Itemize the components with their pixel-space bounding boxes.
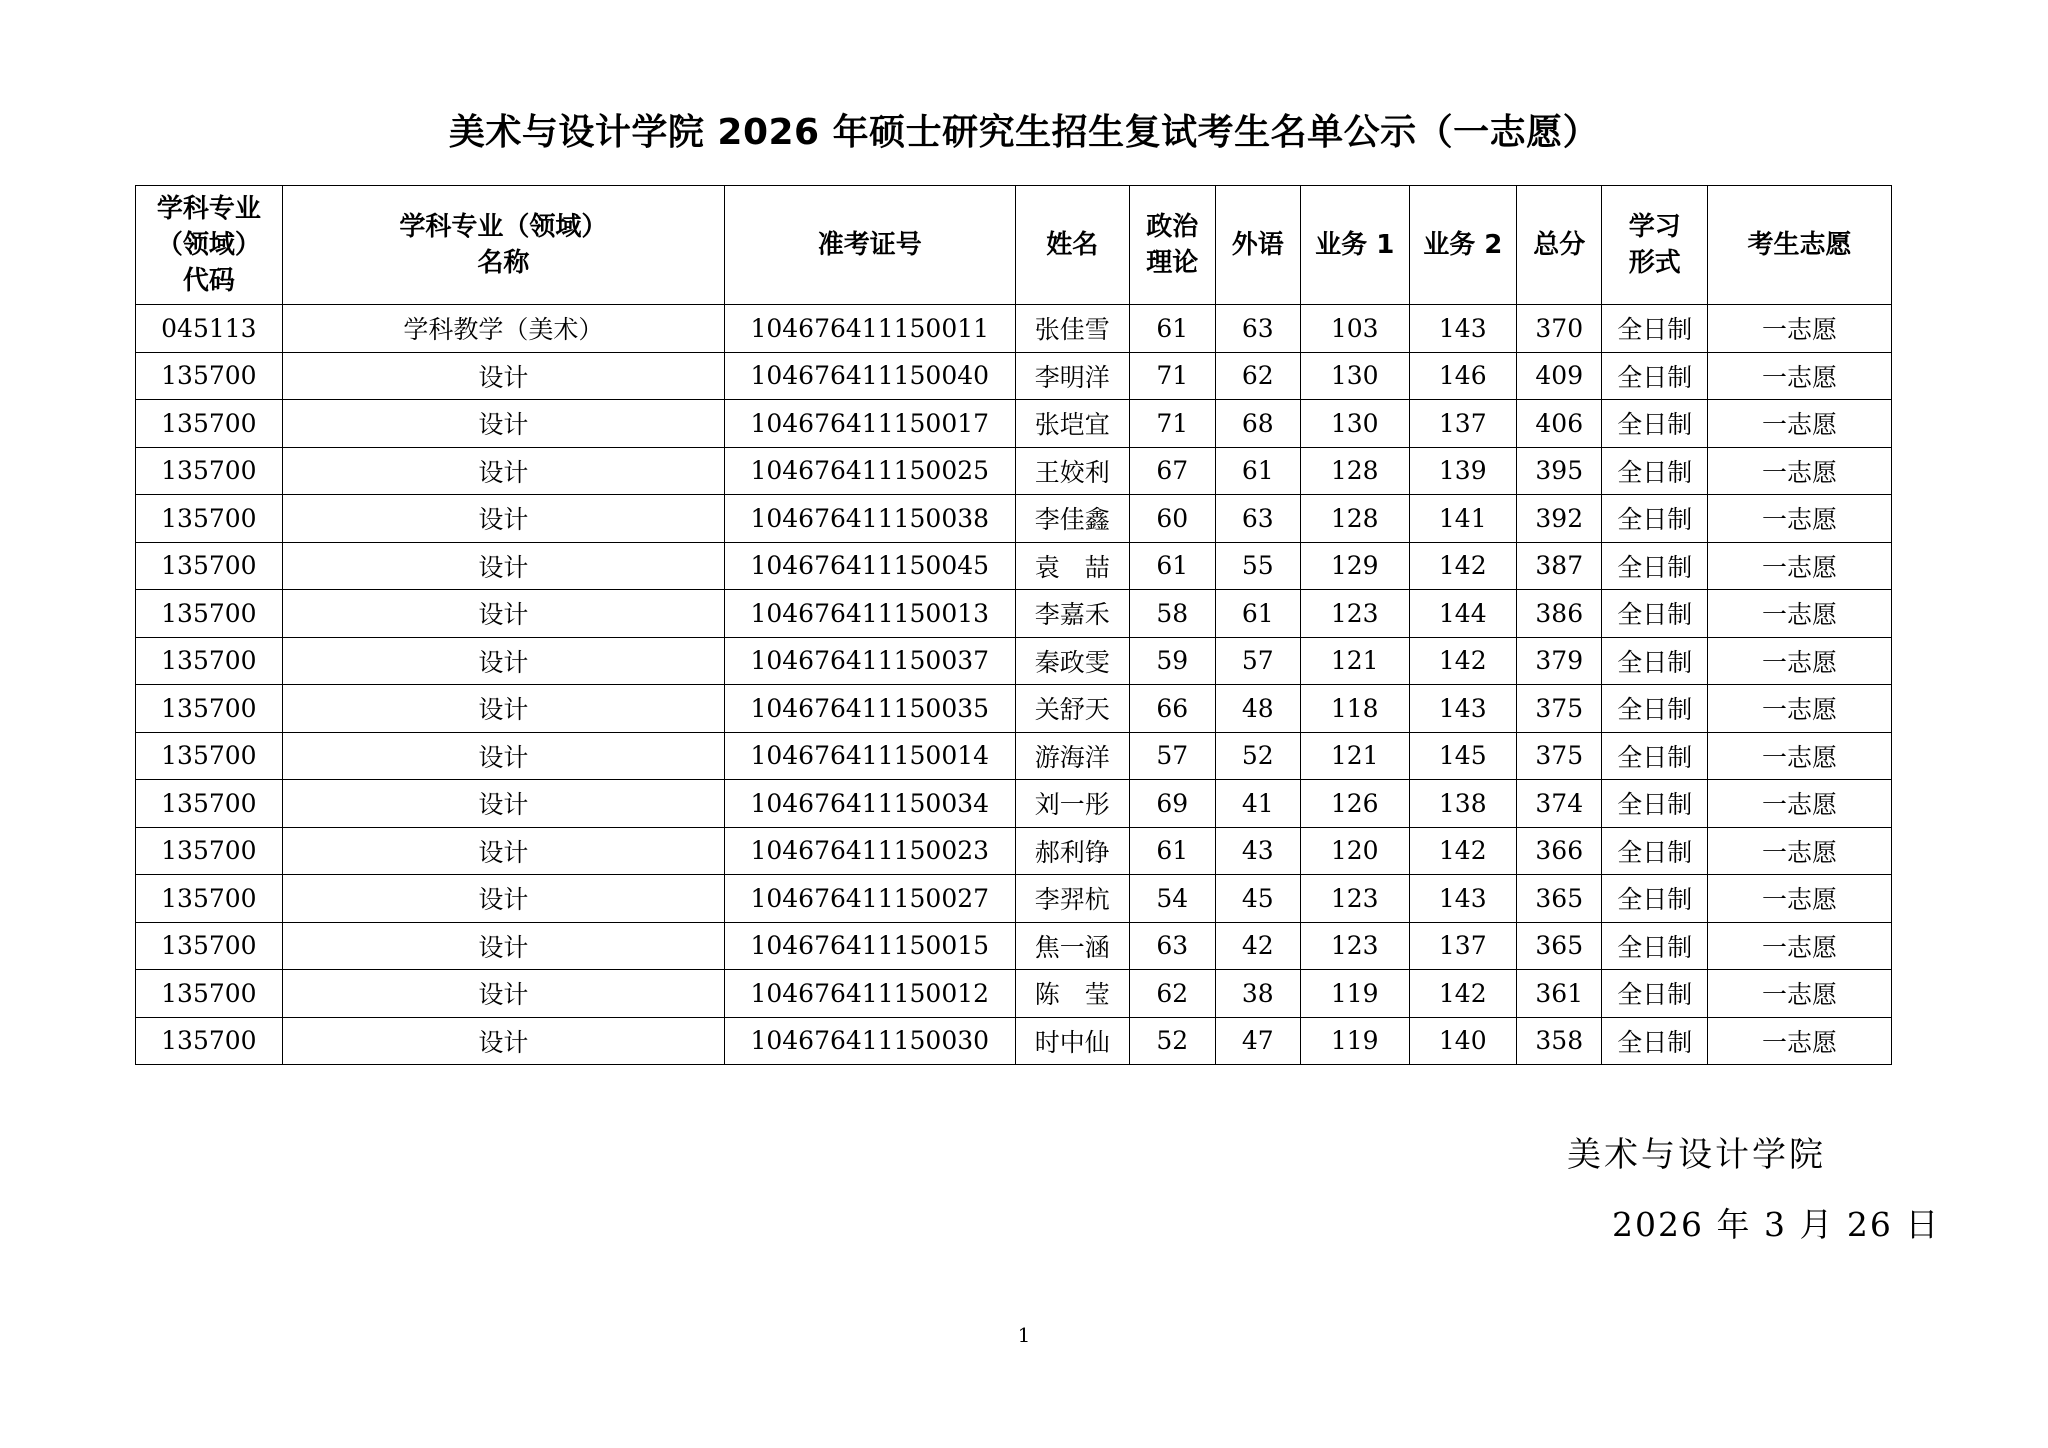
cell-subject-2: 137	[1409, 400, 1517, 448]
cell-code: 135700	[136, 400, 283, 448]
cell-politics: 71	[1130, 400, 1215, 448]
cell-preference: 一志愿	[1708, 352, 1892, 400]
cell-code: 135700	[136, 447, 283, 495]
cell-foreign-language: 43	[1215, 827, 1300, 875]
cell-politics: 61	[1130, 542, 1215, 590]
cell-code: 135700	[136, 732, 283, 780]
cell-foreign-language: 57	[1215, 637, 1300, 685]
cell-name: 设计	[282, 922, 724, 970]
cell-code: 135700	[136, 637, 283, 685]
cell-subject-1: 123	[1300, 875, 1409, 923]
cell-name: 设计	[282, 1017, 724, 1065]
header-line: 准考证号	[817, 230, 922, 260]
cell-name: 设计	[282, 970, 724, 1018]
cell-student-name: 李明洋	[1015, 352, 1130, 400]
cell-preference: 一志愿	[1708, 970, 1892, 1018]
document-title: 美术与设计学院 2026 年硕士研究生招生复试考生名单公示（一志愿）	[448, 112, 1600, 153]
cell-politics: 69	[1130, 780, 1215, 828]
cell-total: 365	[1517, 922, 1602, 970]
cell-foreign-language: 38	[1215, 970, 1300, 1018]
cell-subject-1: 119	[1300, 970, 1409, 1018]
cell-politics: 63	[1130, 922, 1215, 970]
header-name	[282, 186, 724, 305]
cell-politics: 61	[1130, 305, 1215, 353]
cell-exam-id: 104676411150023	[725, 827, 1015, 875]
page-number: 1	[1017, 1323, 1031, 1347]
cell-politics: 71	[1130, 352, 1215, 400]
cell-total: 366	[1517, 827, 1602, 875]
table-row	[136, 495, 1892, 543]
cell-name: 设计	[282, 542, 724, 590]
cell-student-name: 秦政雯	[1015, 637, 1130, 685]
cell-subject-1: 130	[1300, 352, 1409, 400]
cell-subject-1: 126	[1300, 780, 1409, 828]
header-student-name	[1015, 186, 1130, 305]
cell-study-mode: 全日制	[1602, 685, 1708, 733]
cell-study-mode: 全日制	[1602, 305, 1708, 353]
cell-code: 135700	[136, 922, 283, 970]
header-line: 学习	[1628, 212, 1681, 242]
cell-study-mode: 全日制	[1602, 827, 1708, 875]
cell-total: 409	[1517, 352, 1602, 400]
table-body	[136, 305, 1892, 1065]
cell-total: 370	[1517, 305, 1602, 353]
cell-exam-id: 104676411150013	[725, 590, 1015, 638]
cell-foreign-language: 55	[1215, 542, 1300, 590]
cell-subject-2: 142	[1409, 542, 1517, 590]
cell-subject-1: 119	[1300, 1017, 1409, 1065]
cell-student-name: 时中仙	[1015, 1017, 1130, 1065]
cell-preference: 一志愿	[1708, 1017, 1892, 1065]
cell-exam-id: 104676411150014	[725, 732, 1015, 780]
header-line: 理论	[1146, 248, 1199, 278]
table-row	[136, 637, 1892, 685]
cell-student-name: 张垲宜	[1015, 400, 1130, 448]
cell-total: 374	[1517, 780, 1602, 828]
cell-total: 386	[1517, 590, 1602, 638]
cell-politics: 58	[1130, 590, 1215, 638]
table-row	[136, 922, 1892, 970]
footer-date: 2026 年 3 月 26 日	[1612, 1205, 1941, 1244]
header-line: 学科专业（领域）	[399, 212, 608, 242]
header-line: 业务 2	[1423, 230, 1503, 260]
cell-preference: 一志愿	[1708, 305, 1892, 353]
cell-exam-id: 104676411150034	[725, 780, 1015, 828]
cell-foreign-language: 52	[1215, 732, 1300, 780]
cell-exam-id: 104676411150030	[725, 1017, 1015, 1065]
cell-foreign-language: 68	[1215, 400, 1300, 448]
cell-study-mode: 全日制	[1602, 922, 1708, 970]
cell-subject-2: 139	[1409, 447, 1517, 495]
cell-foreign-language: 48	[1215, 685, 1300, 733]
header-subject-1	[1300, 186, 1409, 305]
cell-study-mode: 全日制	[1602, 1017, 1708, 1065]
cell-subject-2: 145	[1409, 732, 1517, 780]
cell-code: 135700	[136, 542, 283, 590]
cell-politics: 59	[1130, 637, 1215, 685]
cell-total: 375	[1517, 685, 1602, 733]
header-subject-2	[1409, 186, 1517, 305]
cell-foreign-language: 61	[1215, 447, 1300, 495]
cell-exam-id: 104676411150038	[725, 495, 1015, 543]
cell-subject-1: 128	[1300, 495, 1409, 543]
cell-student-name: 袁 喆	[1015, 542, 1130, 590]
cell-student-name: 陈 莹	[1015, 970, 1130, 1018]
table-row	[136, 970, 1892, 1018]
cell-subject-2: 138	[1409, 780, 1517, 828]
cell-student-name: 焦一涵	[1015, 922, 1130, 970]
cell-subject-1: 103	[1300, 305, 1409, 353]
cell-politics: 54	[1130, 875, 1215, 923]
footer-organization: 美术与设计学院	[1567, 1135, 1826, 1175]
header-line: （领域）	[156, 230, 261, 260]
cell-subject-2: 142	[1409, 827, 1517, 875]
cell-study-mode: 全日制	[1602, 400, 1708, 448]
cell-exam-id: 104676411150040	[725, 352, 1015, 400]
cell-subject-1: 121	[1300, 637, 1409, 685]
cell-study-mode: 全日制	[1602, 637, 1708, 685]
cell-total: 395	[1517, 447, 1602, 495]
cell-code: 135700	[136, 590, 283, 638]
cell-foreign-language: 42	[1215, 922, 1300, 970]
cell-politics: 61	[1130, 827, 1215, 875]
cell-code: 135700	[136, 875, 283, 923]
cell-study-mode: 全日制	[1602, 780, 1708, 828]
cell-student-name: 王姣利	[1015, 447, 1130, 495]
cell-name: 设计	[282, 780, 724, 828]
table-row	[136, 780, 1892, 828]
header-line: 形式	[1628, 248, 1681, 278]
cell-preference: 一志愿	[1708, 637, 1892, 685]
cell-name: 设计	[282, 685, 724, 733]
cell-exam-id: 104676411150011	[725, 305, 1015, 353]
cell-subject-2: 143	[1409, 685, 1517, 733]
cell-subject-1: 120	[1300, 827, 1409, 875]
cell-preference: 一志愿	[1708, 875, 1892, 923]
cell-total: 365	[1517, 875, 1602, 923]
cell-subject-2: 137	[1409, 922, 1517, 970]
cell-code: 135700	[136, 352, 283, 400]
header-preference	[1708, 186, 1892, 305]
header-politics	[1130, 186, 1215, 305]
cell-foreign-language: 61	[1215, 590, 1300, 638]
cell-code: 135700	[136, 827, 283, 875]
cell-subject-1: 123	[1300, 922, 1409, 970]
cell-study-mode: 全日制	[1602, 447, 1708, 495]
table-row	[136, 542, 1892, 590]
cell-exam-id: 104676411150025	[725, 447, 1015, 495]
cell-total: 392	[1517, 495, 1602, 543]
cell-exam-id: 104676411150017	[725, 400, 1015, 448]
cell-name: 设计	[282, 590, 724, 638]
cell-subject-1: 121	[1300, 732, 1409, 780]
cell-subject-2: 146	[1409, 352, 1517, 400]
cell-code: 135700	[136, 495, 283, 543]
cell-study-mode: 全日制	[1602, 352, 1708, 400]
cell-subject-2: 140	[1409, 1017, 1517, 1065]
cell-politics: 62	[1130, 970, 1215, 1018]
cell-name: 学科教学（美术）	[282, 305, 724, 353]
header-exam-id	[725, 186, 1015, 305]
cell-student-name: 张佳雪	[1015, 305, 1130, 353]
cell-total: 406	[1517, 400, 1602, 448]
cell-subject-1: 123	[1300, 590, 1409, 638]
cell-name: 设计	[282, 447, 724, 495]
header-code	[136, 186, 283, 305]
cell-subject-2: 143	[1409, 305, 1517, 353]
cell-name: 设计	[282, 875, 724, 923]
header-study-mode	[1602, 186, 1708, 305]
header-line: 代码	[182, 266, 235, 296]
cell-study-mode: 全日制	[1602, 495, 1708, 543]
cell-preference: 一志愿	[1708, 495, 1892, 543]
cell-preference: 一志愿	[1708, 400, 1892, 448]
header-line: 姓名	[1046, 230, 1099, 260]
table-row	[136, 875, 1892, 923]
header-line: 考生志愿	[1747, 230, 1852, 260]
header-total	[1517, 186, 1602, 305]
cell-politics: 67	[1130, 447, 1215, 495]
table-row	[136, 305, 1892, 353]
cell-name: 设计	[282, 400, 724, 448]
header-row	[136, 186, 1892, 305]
header-line: 学科专业	[156, 194, 261, 224]
cell-total: 375	[1517, 732, 1602, 780]
cell-foreign-language: 63	[1215, 305, 1300, 353]
cell-exam-id: 104676411150045	[725, 542, 1015, 590]
cell-study-mode: 全日制	[1602, 875, 1708, 923]
cell-student-name: 李佳鑫	[1015, 495, 1130, 543]
cell-foreign-language: 45	[1215, 875, 1300, 923]
cell-exam-id: 104676411150035	[725, 685, 1015, 733]
cell-preference: 一志愿	[1708, 780, 1892, 828]
table-row	[136, 590, 1892, 638]
cell-name: 设计	[282, 827, 724, 875]
header-line: 外语	[1231, 230, 1284, 260]
header-line: 总分	[1533, 230, 1586, 260]
cell-politics: 60	[1130, 495, 1215, 543]
cell-code: 135700	[136, 685, 283, 733]
cell-subject-2: 142	[1409, 637, 1517, 685]
cell-study-mode: 全日制	[1602, 732, 1708, 780]
cell-preference: 一志愿	[1708, 590, 1892, 638]
table-row	[136, 685, 1892, 733]
cell-subject-1: 118	[1300, 685, 1409, 733]
cell-preference: 一志愿	[1708, 732, 1892, 780]
cell-preference: 一志愿	[1708, 447, 1892, 495]
cell-total: 361	[1517, 970, 1602, 1018]
cell-total: 358	[1517, 1017, 1602, 1065]
cell-code: 135700	[136, 970, 283, 1018]
cell-student-name: 关舒天	[1015, 685, 1130, 733]
cell-exam-id: 104676411150027	[725, 875, 1015, 923]
candidate-table	[135, 185, 1892, 1065]
cell-total: 379	[1517, 637, 1602, 685]
cell-foreign-language: 47	[1215, 1017, 1300, 1065]
header-foreign-language	[1215, 186, 1300, 305]
cell-foreign-language: 62	[1215, 352, 1300, 400]
cell-study-mode: 全日制	[1602, 590, 1708, 638]
cell-name: 设计	[282, 732, 724, 780]
table-row	[136, 352, 1892, 400]
cell-code: 135700	[136, 1017, 283, 1065]
cell-subject-2: 142	[1409, 970, 1517, 1018]
cell-name: 设计	[282, 352, 724, 400]
cell-student-name: 李嘉禾	[1015, 590, 1130, 638]
cell-politics: 52	[1130, 1017, 1215, 1065]
cell-foreign-language: 63	[1215, 495, 1300, 543]
cell-exam-id: 104676411150015	[725, 922, 1015, 970]
cell-preference: 一志愿	[1708, 542, 1892, 590]
cell-study-mode: 全日制	[1602, 970, 1708, 1018]
table-row	[136, 732, 1892, 780]
cell-subject-2: 144	[1409, 590, 1517, 638]
table-row	[136, 1017, 1892, 1065]
cell-preference: 一志愿	[1708, 685, 1892, 733]
cell-politics: 66	[1130, 685, 1215, 733]
cell-subject-2: 141	[1409, 495, 1517, 543]
cell-name: 设计	[282, 637, 724, 685]
cell-name: 设计	[282, 495, 724, 543]
cell-code: 135700	[136, 780, 283, 828]
table-row	[136, 400, 1892, 448]
cell-study-mode: 全日制	[1602, 542, 1708, 590]
header-line: 业务 1	[1315, 230, 1395, 260]
cell-subject-1: 128	[1300, 447, 1409, 495]
header-line: 政治	[1146, 212, 1199, 242]
cell-politics: 57	[1130, 732, 1215, 780]
cell-student-name: 游海洋	[1015, 732, 1130, 780]
cell-foreign-language: 41	[1215, 780, 1300, 828]
cell-subject-1: 130	[1300, 400, 1409, 448]
cell-subject-2: 143	[1409, 875, 1517, 923]
header-line: 名称	[477, 248, 530, 278]
cell-total: 387	[1517, 542, 1602, 590]
table-row	[136, 827, 1892, 875]
table-row	[136, 447, 1892, 495]
cell-student-name: 郝利铮	[1015, 827, 1130, 875]
cell-student-name: 李羿杭	[1015, 875, 1130, 923]
cell-exam-id: 104676411150037	[725, 637, 1015, 685]
cell-subject-1: 129	[1300, 542, 1409, 590]
cell-preference: 一志愿	[1708, 827, 1892, 875]
cell-exam-id: 104676411150012	[725, 970, 1015, 1018]
cell-student-name: 刘一彤	[1015, 780, 1130, 828]
cell-preference: 一志愿	[1708, 922, 1892, 970]
cell-code: 045113	[136, 305, 283, 353]
